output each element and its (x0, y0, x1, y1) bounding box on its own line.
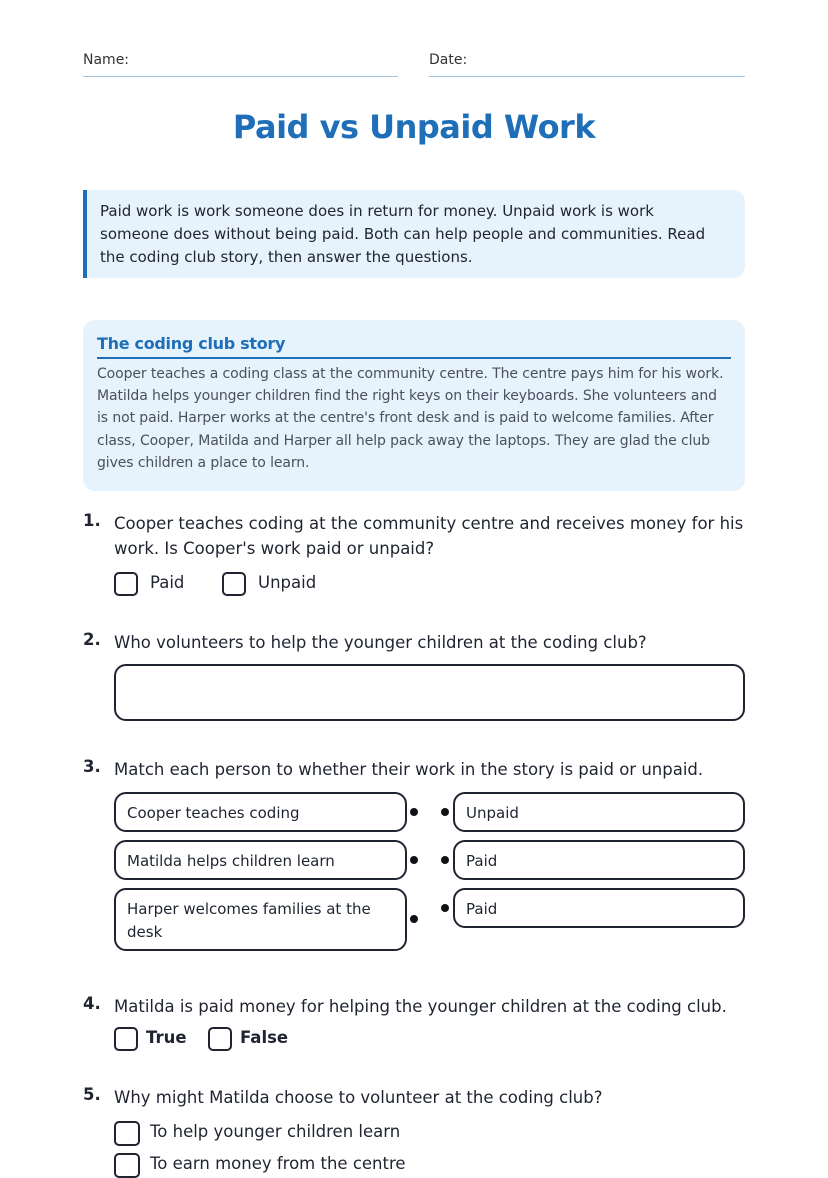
header-fields (83, 50, 745, 80)
option-label: False (240, 1028, 289, 1047)
date-label: Date: (429, 52, 468, 68)
question-1 (83, 511, 745, 601)
match-dot[interactable] (410, 808, 418, 816)
match-right-label: Paid (466, 900, 498, 918)
match-right-item[interactable] (453, 888, 745, 928)
question-text: Who volunteers to help the younger children at the coding club? (114, 633, 647, 652)
match-left-item[interactable] (114, 888, 407, 951)
checkbox[interactable] (222, 572, 246, 596)
match-left-item[interactable] (114, 840, 407, 880)
option-label: To earn money from the centre (150, 1154, 406, 1173)
story-heading: The coding club story (97, 334, 731, 359)
question-2 (83, 630, 745, 725)
question-text: Why might Matilda choose to volunteer at the coding club? (114, 1088, 603, 1107)
question-number: 3. (83, 757, 101, 776)
question-text: Cooper teaches coding at the community centre and receives money for his work. Is Cooper's work paid or unpaid? (114, 514, 744, 558)
match-left-label: Matilda helps children learn (127, 852, 335, 870)
option-label: Paid (150, 573, 185, 592)
question-3 (83, 757, 745, 957)
question-5 (83, 1085, 745, 1171)
match-dot[interactable] (410, 915, 418, 923)
question-4 (83, 994, 745, 1054)
option-label: True (146, 1028, 187, 1047)
question-number: 1. (83, 511, 101, 530)
name-field[interactable] (83, 50, 398, 77)
match-left-label: Cooper teaches coding (127, 804, 300, 822)
checkbox[interactable] (114, 1153, 140, 1178)
match-dot[interactable] (441, 904, 449, 912)
story-panel (83, 320, 745, 491)
match-dot[interactable] (410, 856, 418, 864)
story-text: Cooper teaches a coding class at the community centre. The centre pays him for his work. Matilda helps younger children find the right keys on their keyboards. She volunteers and is not paid. Harper works at the centre's front desk and is paid to welcome families. After class, Cooper, Matilda and Harper all help pack away the laptops. They are glad the club gives children a place to learn. (97, 366, 724, 471)
match-right-item[interactable] (453, 792, 745, 832)
page-title: Paid vs Unpaid Work (232, 108, 596, 146)
checkbox[interactable] (114, 572, 138, 596)
match-left-label: Harper welcomes families at the desk (127, 900, 371, 941)
match-right-label: Paid (466, 852, 498, 870)
answer-input[interactable] (114, 664, 745, 721)
match-dot[interactable] (441, 808, 449, 816)
checkbox[interactable] (114, 1121, 140, 1146)
date-field[interactable] (429, 50, 745, 77)
question-number: 4. (83, 994, 101, 1013)
checkbox[interactable] (114, 1027, 138, 1051)
question-number: 2. (83, 630, 101, 649)
question-text: Match each person to whether their work in the story is paid or unpaid. (114, 760, 704, 779)
checkbox[interactable] (208, 1027, 232, 1051)
option-label: To help younger children learn (150, 1122, 401, 1141)
intro-callout: Paid work is work someone does in return for money. Unpaid work is work someone does without being paid. Both can help people and communities. Read the coding club story, then answer the questions. (83, 190, 745, 278)
match-right-item[interactable] (453, 840, 745, 880)
match-left-item[interactable] (114, 792, 407, 832)
question-text: Matilda is paid money for helping the younger children at the coding club. (114, 997, 727, 1016)
name-label: Name: (83, 52, 130, 68)
question-number: 5. (83, 1085, 101, 1104)
option-label: Unpaid (258, 573, 317, 592)
match-right-label: Unpaid (466, 804, 519, 822)
match-dot[interactable] (441, 856, 449, 864)
